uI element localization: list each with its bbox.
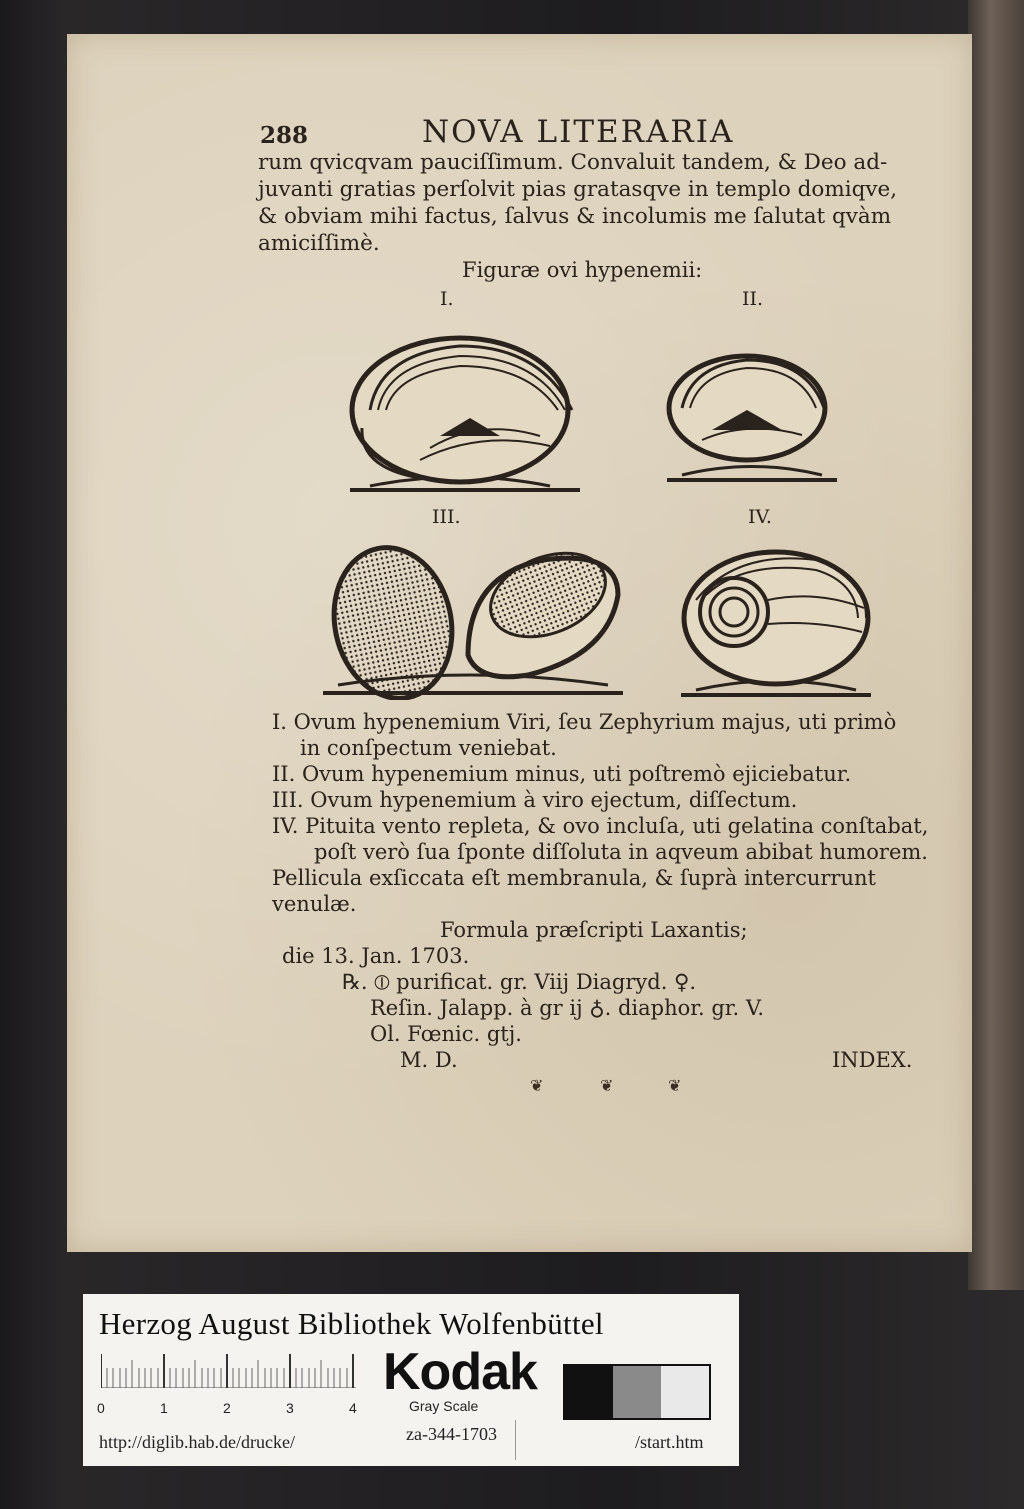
divider: [515, 1420, 516, 1460]
swatch-white: [661, 1366, 709, 1418]
shelfmark: za-344-1703: [406, 1424, 497, 1444]
legend-line: IV. Pituita vento repleta, & ovo incluſa, uti gelatina conſtabat,: [272, 814, 929, 838]
library-name: Herzog August Bibliothek Wolfenbüttel: [99, 1306, 604, 1341]
ruler-number: 1: [160, 1400, 168, 1416]
figure-label-3: III.: [432, 506, 461, 528]
recipe-line: Ol. Fœnic. gtj.: [370, 1022, 522, 1046]
formula-title: Formula præſcripti Laxantis;: [440, 918, 748, 942]
next-page-edge: [968, 0, 1024, 1290]
recipe-line: Reſin. Jalapp. à gr ij ♁. diaphor. gr. V.: [370, 996, 765, 1020]
paragraph-line: amiciſſimè.: [258, 231, 380, 256]
paragraph-line: rum qvicqvam pauciſſimum. Convaluit tandem, & Deo ad-: [258, 150, 888, 175]
kodak-logo: Kodak: [383, 1343, 537, 1401]
url-left: http://diglib.hab.de/drucke/: [99, 1432, 295, 1452]
signature: M. D.: [400, 1048, 458, 1072]
ruler-number: 4: [349, 1400, 357, 1416]
ruler-number: 0: [97, 1400, 105, 1416]
ornament-icon: ❦: [600, 1076, 614, 1095]
page-number: 288: [260, 122, 309, 149]
recipe-line: ℞. ⦶ purificat. gr. Viij Diagryd. ♀.: [342, 970, 697, 994]
egg-figure-2: [662, 340, 842, 490]
figure-caption: Figuræ ovi hypenemii:: [462, 258, 703, 282]
paragraph-line: juvanti gratias perſolvit pias gratasqve in templo domiqve,: [258, 177, 898, 202]
library-label-card: [83, 1294, 739, 1466]
figure-label-4: IV.: [748, 506, 772, 528]
catchword: INDEX.: [832, 1048, 913, 1072]
legend-line: in conſpectum veniebat.: [300, 736, 557, 760]
ruler-number: 3: [286, 1400, 294, 1416]
formula-date: die 13. Jan. 1703.: [282, 944, 470, 968]
url-right: /start.htm: [635, 1432, 704, 1452]
running-title: NOVA LITERARIA: [422, 114, 735, 150]
egg-figure-3: [318, 535, 628, 700]
swatch-gray: [613, 1366, 661, 1418]
ornament-icon: ❦: [530, 1076, 544, 1095]
legend-line: Pellicula exſiccata eſt membranula, & ſuprà intercurrunt: [272, 866, 876, 890]
swatch-black: [565, 1366, 613, 1418]
ornament-icon: ❦: [668, 1076, 682, 1095]
legend-line: venulæ.: [272, 892, 357, 916]
legend-line: II. Ovum hypenemium minus, uti poſtremò ejiciebatur.: [272, 762, 852, 786]
figure-label-1: I.: [440, 288, 454, 310]
legend-line: I. Ovum hypenemium Viri, ſeu Zephyrium majus, uti primò: [272, 710, 897, 734]
legend-line: poſt verò ſua ſponte diſſoluta in aqveum abibat humorem.: [314, 840, 928, 864]
paragraph-line: & obviam mihi factus, ſalvus & incolumis me ſalutat qvàm: [258, 204, 892, 229]
ruler: [101, 1354, 356, 1388]
legend-line: III. Ovum hypenemium à viro ejectum, diſſectum.: [272, 788, 798, 812]
egg-figure-4: [676, 540, 876, 705]
gray-scale-swatches: [563, 1364, 711, 1420]
gray-scale-label: Gray Scale: [409, 1398, 479, 1414]
figure-label-2: II.: [742, 288, 764, 310]
ruler-number: 2: [223, 1400, 231, 1416]
egg-figure-1: [340, 318, 590, 503]
